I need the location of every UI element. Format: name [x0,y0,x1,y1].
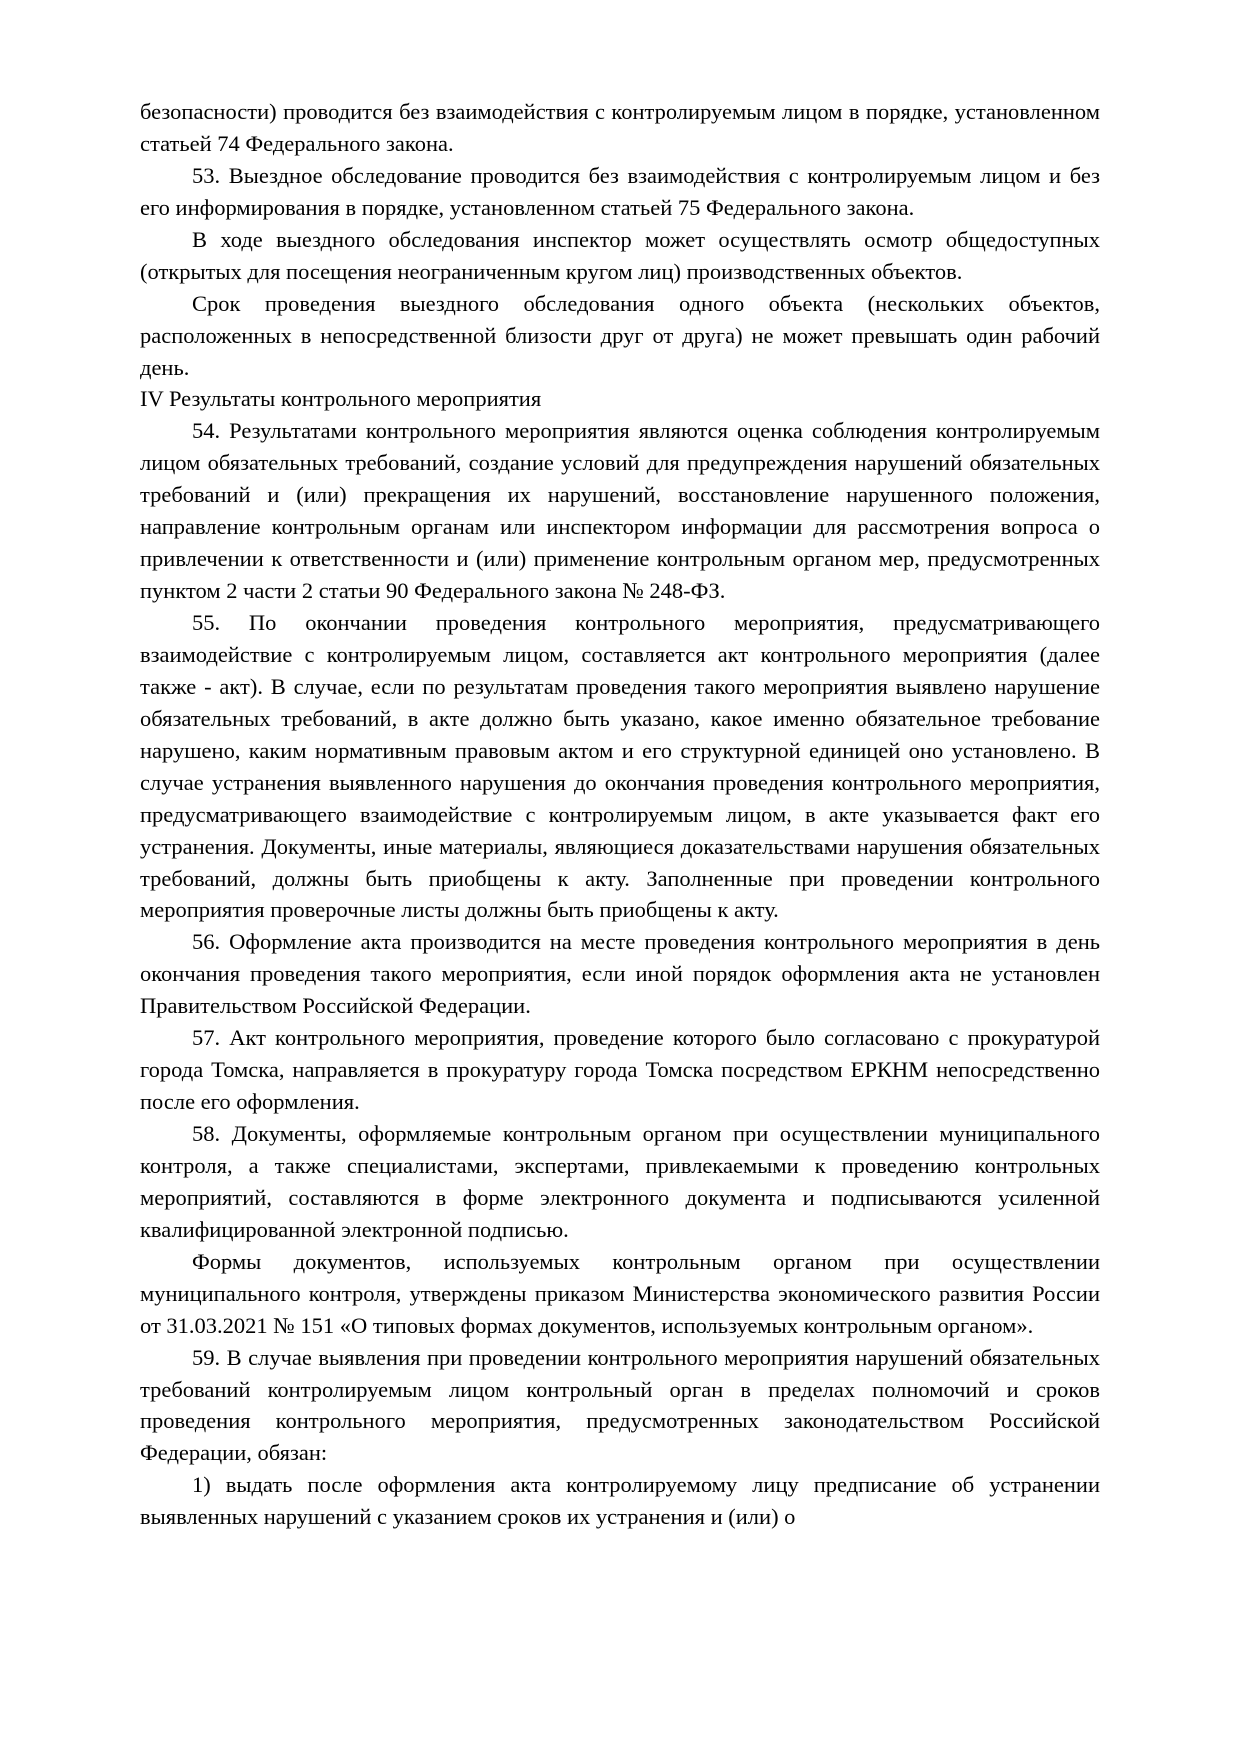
paragraph-53-inspection-scope: В ходе выездного обследования инспектор может осуществлять осмотр общедоступных (открытых для посещения неограниченным кругом лиц) производственных объектов. [140,226,1100,284]
paragraph-53-duration: Срок проведения выездного обследования одного объекта (нескольких объектов, расположенных в непосредственной близости друг от друга) не может превышать один рабочий день. [140,290,1100,380]
paragraph-56: 56. Оформление акта производится на месте проведения контрольного мероприятия в день окончания проведения такого мероприятия, если иной порядок оформления акта не установлен Правительством Российской Федерации. [140,929,1100,1019]
paragraph-58-forms: Формы документов, используемых контрольным органом при осуществлении муниципального контроля, утверждены приказом Министерства экономического развития России от 31.03.2021 № 151 «О типовых формах документов, используемых контрольным органом». [140,1248,1100,1338]
paragraph-54: 54. Результатами контрольного мероприятия являются оценка соблюдения контролируемым лицом обязательных требований, создание условий для предупреждения нарушений обязательных требований и (или) прекращения их нарушений, восстановление нарушенного положения, направление контрольным органам или инспектором информации для рассмотрения вопроса о привлечении к ответственности и (или) применение контрольным органом мер, предусмотренных пунктом 2 части 2 статьи 90 Федерального закона № 248-ФЗ. [140,418,1100,604]
document-body [140,96,1100,1533]
paragraph-57: 57. Акт контрольного мероприятия, проведение которого было согласовано с прокуратурой города Томска, направляется в прокуратуру города Томска посредством ЕРКНМ непосредственно после его оформления. [140,1025,1100,1115]
paragraph-55: 55. По окончании проведения контрольного мероприятия, предусматривающего взаимодействие с контролируемым лицом, составляется акт контрольного мероприятия (далее также - акт). В случае, если по результатам проведения такого мероприятия выявлено нарушение обязательных требований, в акте должно быть указано, какое именно обязательное требование нарушено, каким нормативным правовым актом и его структурной единицей оно установлено. В случае устранения выявленного нарушения до окончания проведения контрольного мероприятия, предусматривающего взаимодействие с контролируемым лицом, в акте указывается факт его устранения. Документы, иные материалы, являющиеся доказательствами нарушения обязательных требований, должны быть приобщены к акту. Заполненные при проведении контрольного мероприятия проверочные листы должны быть приобщены к акту. [140,610,1100,923]
paragraph-58: 58. Документы, оформляемые контрольным органом при осуществлении муниципального контроля, а также специалистами, экспертами, привлекаемыми к проведению контрольных мероприятий, составляются в форме электронного документа и подписываются усиленной квалифицированной электронной подписью. [140,1121,1100,1242]
section-heading-iv: IV Результаты контрольного мероприятия [140,386,542,412]
paragraph-continued-52: безопасности) проводится без взаимодействия с контролируемым лицом в порядке, установленном статьей 74 Федерального закона. [140,99,1100,156]
paragraph-59-item-1: 1) выдать после оформления акта контролируемому лицу предписание об устранении выявленных нарушений с указанием сроков их устранения и (или) о [140,1472,1100,1530]
paragraph-53: 53. Выездное обследование проводится без взаимодействия с контролируемым лицом и без его информирования в порядке, установленном статьей 75 Федерального закона. [140,162,1100,220]
paragraph-59: 59. В случае выявления при проведении контрольного мероприятия нарушений обязательных требований контролируемым лицом контрольный орган в пределах полномочий и сроков проведения контрольного мероприятия, предусмотренных законодательством Российской Федерации, обязан: [140,1344,1100,1466]
